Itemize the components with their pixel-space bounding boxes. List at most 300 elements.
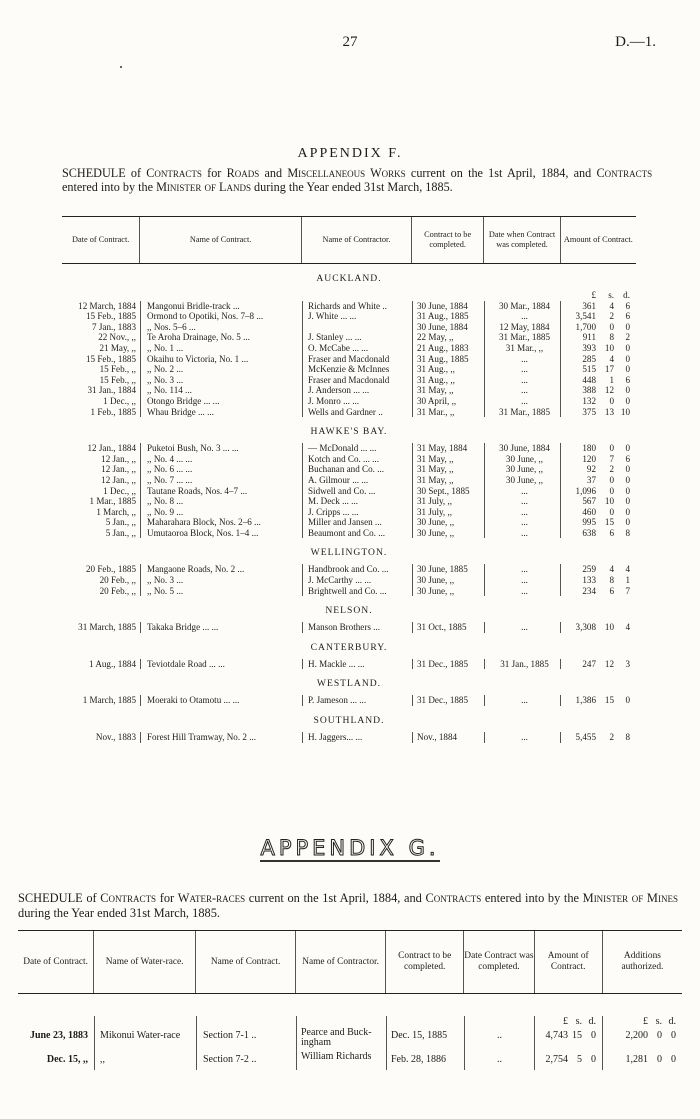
pounds: 388: [582, 385, 596, 396]
pence: 0: [625, 342, 630, 353]
contractor-cell: H. Mackle ... ...: [302, 659, 412, 670]
to-complete-cell: 31 Aug., ,,: [412, 364, 484, 375]
pounds: 259: [582, 564, 596, 575]
amount-cell: [560, 407, 636, 418]
shillings: 0: [609, 321, 614, 332]
table-row: [62, 332, 636, 343]
pence: 0: [591, 1030, 596, 1041]
shillings: 0: [609, 443, 614, 454]
contractor-cell: Wells and Gardner ..: [302, 407, 412, 418]
header-water-race: Name of Water-race.: [94, 931, 196, 993]
contract-cell: Tautane Roads, Nos. 4–7 ...: [140, 486, 302, 497]
contractor-cell: McKenzie & McInnes: [302, 364, 412, 375]
to-complete-cell: 31 July, ,,: [412, 507, 484, 518]
appendix-g-title: APPENDIX G.: [260, 836, 440, 860]
shillings: 10: [604, 342, 614, 353]
contract-cell: Umutaoroa Block, Nos. 1–4 ...: [140, 528, 302, 539]
pence: 0: [625, 517, 630, 528]
date-cell: 1 Dec., ,,: [103, 485, 136, 496]
completed-cell: 30 June, ,,: [484, 464, 560, 475]
pence: 8: [625, 732, 630, 743]
contract-cell: ,, No. 5 ...: [140, 586, 302, 597]
pounds: 132: [582, 395, 596, 406]
contractor-cell: Kotch and Co. ... ...: [302, 454, 412, 465]
pence: 6: [625, 311, 630, 322]
contract-cell: Te Aroha Drainage, No. 5 ...: [140, 332, 302, 343]
amount-cell: [560, 322, 636, 333]
contractor-cell: M. Deck ... ...: [302, 496, 412, 507]
shillings: 2: [609, 732, 614, 743]
pounds: 4,743: [545, 1030, 568, 1041]
table-row: [62, 507, 636, 518]
amount-cell: [560, 496, 636, 507]
to-complete-cell: 22 May, ,,: [412, 332, 484, 343]
date-cell: 15 Feb., 1885: [85, 353, 136, 364]
to-complete-cell: Nov., 1884: [412, 732, 484, 743]
amount-cell: [560, 586, 636, 597]
contract-cell: ,, No. 4 ... ...: [140, 454, 302, 465]
pounds: 285: [582, 353, 596, 364]
contractor-cell: H. Jaggers... ...: [302, 732, 412, 743]
appendix-g-table: [18, 930, 682, 1070]
table-row: [18, 1028, 682, 1052]
completed-cell: ...: [484, 517, 560, 528]
amount-cell: [560, 486, 636, 497]
amount-cell: [560, 332, 636, 343]
completed-cell: ...: [484, 586, 560, 597]
contractor-cell: Buchanan and Co. ...: [302, 464, 412, 475]
appendix-g-body: [18, 1028, 682, 1070]
appendix-g-header-row: [18, 930, 682, 994]
shillings: 0: [657, 1054, 662, 1065]
completed-cell: 31 Mar., 1885: [484, 407, 560, 418]
contractor-cell: Fraser and Macdonald: [302, 375, 412, 386]
pounds: 3,308: [575, 622, 596, 633]
header-amount: Amount of Contract.: [535, 931, 603, 993]
pence: 0: [625, 506, 630, 517]
completed-cell: 31 Mar., ,,: [484, 343, 560, 354]
amount-cell: [560, 575, 636, 586]
shilling-label: s.: [655, 1016, 662, 1027]
contractor-cell: Beaumont and Co. ...: [302, 528, 412, 539]
contract-cell: Teviotdale Road ... ...: [140, 659, 302, 670]
header-contract: Name of Contract.: [140, 217, 302, 263]
header-contract: Name of Contract.: [196, 931, 296, 993]
completed-cell: 30 Mar., 1884: [484, 301, 560, 312]
pounds: 5,455: [575, 732, 596, 743]
shillings: 8: [609, 332, 614, 343]
pence: 0: [625, 395, 630, 406]
pence: 0: [625, 364, 630, 375]
pounds: 567: [582, 496, 596, 507]
header-contractor: Name of Contractor.: [302, 217, 412, 263]
table-row: [62, 443, 636, 454]
header-completed: Date Contract was completed.: [464, 931, 534, 993]
completed-cell: 31 Jan., 1885: [484, 659, 560, 670]
date-cell: 12 Jan., ,,: [101, 474, 136, 485]
shillings: 12: [604, 658, 614, 669]
pounds: 375: [582, 406, 596, 417]
shillings: 0: [609, 485, 614, 496]
pounds: 180: [582, 443, 596, 454]
table-row: [62, 695, 636, 706]
pence: 0: [625, 321, 630, 332]
pence: 6: [625, 453, 630, 464]
amount-cell: [560, 301, 636, 312]
contract-cell: Forest Hill Tramway, No. 2 ...: [140, 732, 302, 743]
pence-label: d.: [668, 1016, 676, 1027]
shilling-label: s.: [575, 1016, 582, 1027]
table-row: [62, 322, 636, 333]
shillings: 4: [609, 353, 614, 364]
contractor-cell: J. Cripps ... ...: [302, 507, 412, 518]
completed-cell: ...: [484, 622, 560, 633]
to-complete-cell: Feb. 28, 1886: [386, 1052, 464, 1070]
contract-cell: Mangonui Bridle-track ...: [140, 301, 302, 312]
date-cell: 7 Jan., 1883: [92, 321, 136, 332]
table-row: [62, 407, 636, 418]
table-row: [62, 564, 636, 575]
shillings: 10: [604, 622, 614, 633]
pence: 8: [625, 527, 630, 538]
contract-cell: ,, No. 3 ...: [140, 375, 302, 386]
table-row: [18, 1052, 682, 1070]
completed-cell: ...: [484, 364, 560, 375]
pence: 4: [625, 622, 630, 633]
date-cell: 1 March, 1885: [82, 695, 136, 706]
contract-cell: Maharahara Block, Nos. 2–6 ...: [140, 517, 302, 528]
pounds: 1,281: [625, 1054, 648, 1065]
region-heading: HAWKE'S BAY.: [310, 426, 388, 438]
lsd-row: [62, 290, 636, 301]
shillings: 10: [604, 496, 614, 507]
pounds: 1,386: [575, 695, 596, 706]
amount-cell: [560, 396, 636, 407]
date-cell: 1 Aug., 1884: [89, 658, 136, 669]
table-row: [62, 486, 636, 497]
header-contractor: Name of Contractor.: [296, 931, 386, 993]
completed-cell: ...: [484, 354, 560, 365]
shillings: 0: [609, 474, 614, 485]
table-row: [62, 364, 636, 375]
date-cell: 15 Feb., 1885: [85, 311, 136, 322]
contractor-cell: Brightwell and Co. ...: [302, 586, 412, 597]
pence: 6: [625, 374, 630, 385]
table-row: [62, 454, 636, 465]
pence: 0: [625, 695, 630, 706]
pounds: 1,096: [575, 485, 596, 496]
shillings: 8: [609, 575, 614, 586]
pounds: 515: [582, 364, 596, 375]
date-cell: 5 Jan., ,,: [105, 527, 136, 538]
contract-cell: Takaka Bridge ... ...: [140, 622, 302, 633]
pounds: 911: [582, 332, 596, 343]
date-cell: June 23, 1883: [29, 1030, 88, 1041]
date-cell: 1 Dec., ,,: [103, 395, 136, 406]
contract-cell: ,, No. 6 ... ...: [140, 464, 302, 475]
appendix-f-header-row: [62, 216, 636, 264]
amount-cell: [534, 1028, 602, 1052]
header-amount: Amount of Contract.: [563, 235, 633, 244]
amount-cell: [560, 343, 636, 354]
completed-cell: ..: [464, 1028, 534, 1052]
completed-cell: ...: [484, 528, 560, 539]
region-heading: NELSON.: [325, 605, 373, 617]
date-cell: 20 Feb., ,,: [99, 575, 136, 586]
region-heading: AUCKLAND.: [316, 273, 382, 284]
pence: 2: [625, 332, 630, 343]
water-race-cell: Mikonui Water-race: [94, 1028, 196, 1052]
contractor-cell: O. McCabe ... ...: [302, 343, 412, 354]
pence: 4: [625, 564, 630, 575]
amount-cell: [560, 454, 636, 465]
pounds: 133: [582, 575, 596, 586]
pence: 0: [625, 385, 630, 396]
pence: 1: [625, 575, 630, 586]
pound-label: £: [643, 1016, 648, 1027]
contractor-cell: Pearce and Buck-ingham: [296, 1028, 386, 1052]
to-complete-cell: Dec. 15, 1885: [386, 1028, 464, 1052]
to-complete-cell: 31 Aug., 1885: [412, 311, 484, 322]
completed-cell: ...: [484, 496, 560, 507]
header-additions: Additions authorized.: [621, 951, 664, 972]
ink-dot: [120, 66, 122, 68]
pounds: 638: [582, 527, 596, 538]
pounds: 361: [582, 300, 596, 311]
pounds: 2,200: [625, 1030, 648, 1041]
appendix-f-schedule-text: SCHEDULE of Contracts for Roads and Miscellaneous Works current on the 1st April, 1884, and Contracts entered into by the Minister of Lands during the Year ended 31st March, 1885.: [62, 166, 653, 194]
date-cell: 15 Feb., ,,: [99, 374, 136, 385]
pence: 0: [625, 443, 630, 454]
amount-cell: [560, 659, 636, 670]
table-row: [62, 343, 636, 354]
date-cell: Dec. 15, ,,: [46, 1054, 88, 1065]
table-row: [62, 528, 636, 539]
to-complete-cell: 30 June, ,,: [412, 528, 484, 539]
completed-cell: 30 June, 1884: [484, 443, 560, 454]
table-row: [62, 375, 636, 386]
table-row: [62, 354, 636, 365]
to-complete-cell: 30 June, 1884: [412, 322, 484, 333]
to-complete-cell: 31 Dec., 1885: [412, 695, 484, 706]
pence: 0: [591, 1054, 596, 1065]
contractor-cell: Fraser and Macdonald: [302, 354, 412, 365]
to-complete-cell: 30 June, 1884: [412, 301, 484, 312]
pounds: 460: [582, 506, 596, 517]
table-row: [62, 586, 636, 597]
to-complete-cell: 31 Oct., 1885: [412, 622, 484, 633]
date-cell: 12 Jan., ,,: [101, 464, 136, 475]
to-complete-cell: 31 May, 1884: [412, 443, 484, 454]
date-cell: Nov., 1883: [95, 732, 136, 743]
contractor-cell: P. Jameson ... ...: [302, 695, 412, 706]
pence-label: d.: [588, 1016, 596, 1027]
contractor-cell: A. Gilmour ... ...: [302, 475, 412, 486]
to-complete-cell: 30 June, ,,: [412, 575, 484, 586]
pounds: 995: [582, 517, 596, 528]
pence-label: d.: [623, 290, 630, 300]
shillings: 4: [609, 300, 614, 311]
additions-cell: [602, 1052, 682, 1070]
region-heading: SOUTHLAND.: [313, 715, 385, 727]
amount-cell: [560, 475, 636, 486]
page-code: D.—1.: [615, 34, 656, 50]
date-cell: 15 Feb., ,,: [99, 364, 136, 375]
contract-cell: Okaihu to Victoria, No. 1 ...: [140, 354, 302, 365]
pounds: 448: [582, 374, 596, 385]
pounds: 234: [582, 585, 596, 596]
contractor-cell: J. White ... ...: [302, 311, 412, 322]
date-cell: 31 March, 1885: [78, 622, 136, 633]
contractor-cell: Sidwell and Co. ...: [302, 486, 412, 497]
contractor-cell: [302, 322, 412, 333]
to-complete-cell: 31 Mar., ,,: [412, 407, 484, 418]
to-complete-cell: 31 Dec., 1885: [412, 659, 484, 670]
contract-cell: ,, Nos. 5–6 ...: [140, 322, 302, 333]
to-complete-cell: 30 June, ,,: [412, 586, 484, 597]
page-number: 27: [342, 34, 358, 50]
contractor-cell: J. McCarthy ... ...: [302, 575, 412, 586]
amount-cell: [560, 732, 636, 743]
pounds: 2,754: [545, 1054, 568, 1065]
amount-cell: [560, 695, 636, 706]
header-completed: Date when Contract was completed.: [484, 217, 560, 263]
amount-cell: [560, 622, 636, 633]
contract-cell: Ormond to Opotiki, Nos. 7–8 ...: [140, 311, 302, 322]
completed-cell: ...: [484, 385, 560, 396]
completed-cell: 30 June, ,,: [484, 454, 560, 465]
date-cell: 1 Mar., 1885: [89, 496, 136, 507]
shillings: 0: [609, 506, 614, 517]
region-heading: WELLINGTON.: [310, 547, 388, 559]
pence: 10: [620, 406, 630, 417]
contractor-cell: William Richards: [296, 1052, 386, 1070]
pound-label: £: [563, 1016, 568, 1027]
shillings: 12: [604, 385, 614, 396]
amount-cell: [560, 385, 636, 396]
contract-cell: ,, No. 7 ... ...: [140, 475, 302, 486]
amount-cell: [560, 375, 636, 386]
shillings: 15: [604, 695, 614, 706]
to-complete-cell: 31 May, ,,: [412, 475, 484, 486]
to-complete-cell: 31 May, ,,: [412, 385, 484, 396]
table-row: [62, 496, 636, 507]
date-cell: 1 Feb., 1885: [90, 406, 136, 417]
completed-cell: ...: [484, 507, 560, 518]
table-row: [62, 385, 636, 396]
amount-cell: [560, 364, 636, 375]
contract-cell: Moeraki to Otamotu ... ...: [140, 695, 302, 706]
contractor-cell: Miller and Jansen ...: [302, 517, 412, 528]
amount-cell: [560, 354, 636, 365]
appendix-f-title: APPENDIX F.: [297, 146, 403, 161]
date-cell: 20 Feb., 1885: [85, 564, 136, 575]
header-date: Date of Contract.: [18, 931, 94, 993]
table-row: [62, 396, 636, 407]
shillings: 4: [609, 564, 614, 575]
completed-cell: ...: [484, 564, 560, 575]
contractor-cell: Richards and White ..: [302, 301, 412, 312]
contract-cell: Mangaone Roads, No. 2 ...: [140, 564, 302, 575]
header-to-complete: Contract to be completed.: [386, 931, 464, 993]
date-cell: 12 Jan., 1884: [87, 443, 136, 454]
header-to-complete: Contract to be completed.: [412, 217, 484, 263]
amount-cell: [560, 311, 636, 322]
contractor-cell: J. Stanley ... ...: [302, 332, 412, 343]
shillings: 6: [609, 585, 614, 596]
date-cell: 12 March, 1884: [78, 300, 136, 311]
completed-cell: ...: [484, 695, 560, 706]
completed-cell: ...: [484, 486, 560, 497]
shillings: 2: [609, 464, 614, 475]
additions-cell: [602, 1028, 682, 1052]
pence: 0: [671, 1054, 676, 1065]
contractor-cell: Handbrook and Co. ...: [302, 564, 412, 575]
table-row: [62, 659, 636, 670]
contract-cell: ,, No. 9 ...: [140, 507, 302, 518]
amount-cell: [560, 464, 636, 475]
shillings: 6: [609, 527, 614, 538]
to-complete-cell: 31 May, ,,: [412, 464, 484, 475]
contract-cell: Otongo Bridge ... ...: [140, 396, 302, 407]
table-row: [62, 475, 636, 486]
to-complete-cell: 21 Aug., 1883: [412, 343, 484, 354]
pounds: 247: [582, 658, 596, 669]
appendix-f-table: [62, 216, 636, 743]
completed-cell: ...: [484, 732, 560, 743]
date-cell: 31 Jan., 1884: [87, 385, 136, 396]
to-complete-cell: 31 Aug., ,,: [412, 375, 484, 386]
shillings: 1: [609, 374, 614, 385]
date-cell: 22 Nov., ,,: [98, 332, 136, 343]
contract-cell: ,, No. 2 ...: [140, 364, 302, 375]
date-cell: 1 March, ,,: [96, 506, 136, 517]
pence: 0: [625, 485, 630, 496]
to-complete-cell: 30 Sept., 1885: [412, 486, 484, 497]
completed-cell: ...: [484, 396, 560, 407]
pence: 3: [625, 658, 630, 669]
header-date: Date of Contract.: [62, 217, 140, 263]
completed-cell: ...: [484, 375, 560, 386]
contract-cell: Section 7-1 ..: [196, 1028, 296, 1052]
table-row: [62, 464, 636, 475]
table-row: [62, 622, 636, 633]
pence: 0: [671, 1030, 676, 1041]
table-row: [62, 301, 636, 312]
contractor-cell: J. Anderson ... ...: [302, 385, 412, 396]
date-cell: 12 Jan., ,,: [101, 453, 136, 464]
pound-label: £: [591, 290, 596, 300]
pence: 0: [625, 474, 630, 485]
to-complete-cell: 30 April, ,,: [412, 396, 484, 407]
shillings: 5: [577, 1054, 582, 1065]
region-heading: WESTLAND.: [316, 678, 382, 690]
contractor-cell: — McDonald ... ...: [302, 443, 412, 454]
pounds: 120: [582, 453, 596, 464]
shilling-label: s.: [608, 290, 614, 300]
completed-cell: ..: [464, 1052, 534, 1070]
contract-cell: Puketoi Bush, No. 3 ... ...: [140, 443, 302, 454]
to-complete-cell: 31 July, ,,: [412, 496, 484, 507]
shillings: 13: [604, 406, 614, 417]
shillings: 0: [609, 395, 614, 406]
table-row: [62, 575, 636, 586]
pence: 6: [625, 300, 630, 311]
completed-cell: ...: [484, 311, 560, 322]
contract-cell: ,, No. 8 ...: [140, 496, 302, 507]
table-row: [62, 311, 636, 322]
pence: 0: [625, 464, 630, 475]
